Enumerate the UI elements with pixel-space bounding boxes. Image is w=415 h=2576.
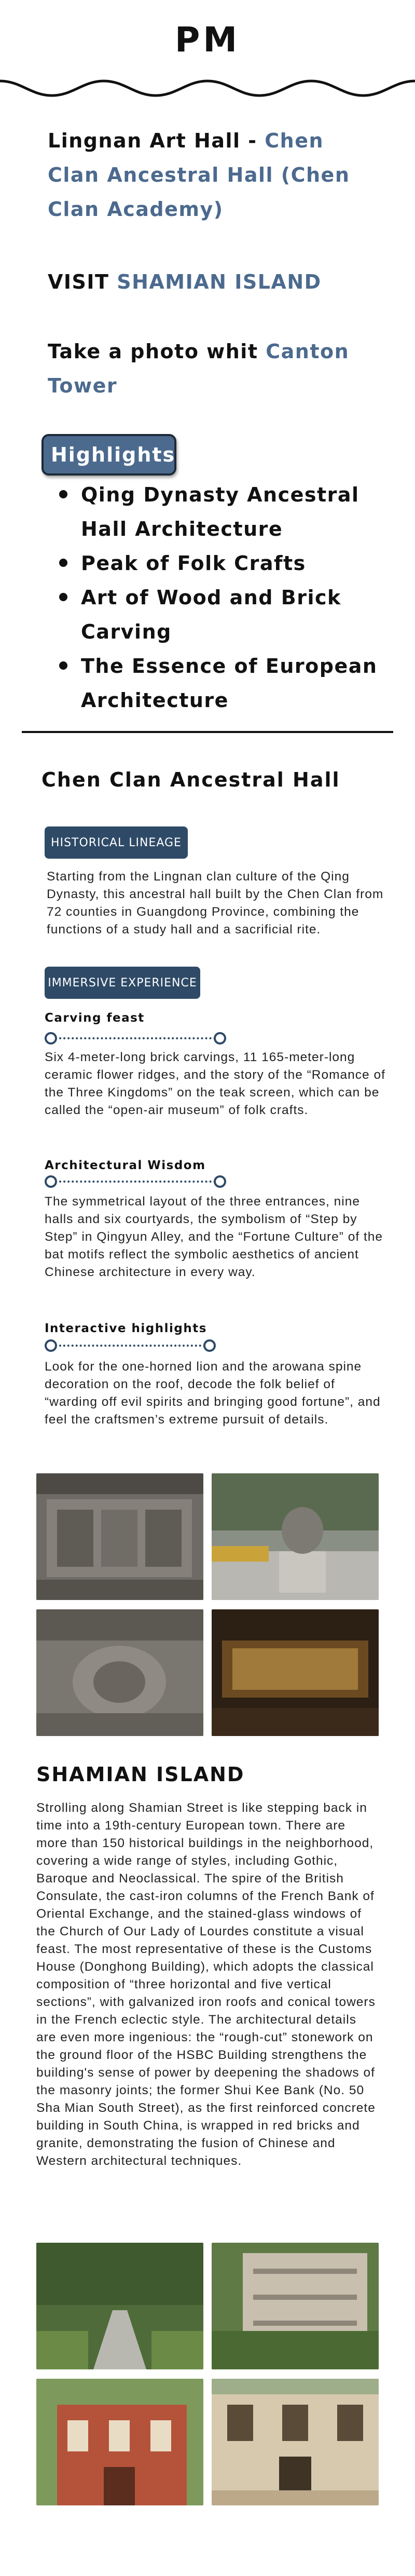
interactive-highlights-title: Interactive highlights bbox=[45, 1322, 207, 1335]
architectural-wisdom-title: Architectural Wisdom bbox=[45, 1159, 206, 1172]
shamian-title: SHAMIAN ISLAND bbox=[36, 1763, 245, 1786]
ring-icon bbox=[214, 1175, 226, 1188]
ring-icon bbox=[203, 1339, 216, 1352]
ring-icon bbox=[214, 1032, 226, 1045]
list-item bbox=[54, 546, 386, 580]
brick-carving-photo bbox=[36, 1473, 203, 1600]
bullet-dot-icon bbox=[59, 593, 67, 601]
intro-line1-accent: Chen Clan Ancestral Hall (Chen Clan Academy) bbox=[48, 129, 350, 221]
wave-divider-icon bbox=[0, 73, 415, 104]
tree-lined-street-photo bbox=[36, 2243, 203, 2369]
historical-lineage-text: Starting from the Lingnan clan culture of the Qing Dynasty, this ancestral hall built by the Chen Clan from 72 counties in Guangdong Province, combining the functions of a study hall and a sacrificial rite. bbox=[47, 870, 384, 937]
bullet-dot-icon bbox=[59, 490, 67, 498]
stone-facade-photo bbox=[212, 2379, 379, 2505]
dotted-connector bbox=[45, 1175, 226, 1188]
stone-lion-photo bbox=[212, 1473, 379, 1600]
highlight-text: Qing Dynasty Ancestral Hall Architecture bbox=[81, 483, 359, 540]
dotted-connector bbox=[45, 1339, 216, 1352]
highlights-list bbox=[54, 478, 386, 717]
page-title: PM bbox=[174, 20, 241, 60]
list-item bbox=[54, 478, 386, 546]
list-item bbox=[54, 649, 386, 717]
historical-lineage-tag: HISTORICAL LINEAGE bbox=[45, 826, 188, 859]
intro-line-shamian bbox=[48, 265, 369, 299]
intro-line2-accent: SHAMIAN ISLAND bbox=[117, 270, 322, 293]
intro-line2-prefix: VISIT bbox=[48, 270, 117, 293]
list-item bbox=[54, 580, 386, 649]
dotted-connector bbox=[45, 1032, 226, 1045]
section-divider bbox=[22, 731, 393, 733]
wooden-screen-photo bbox=[212, 1609, 379, 1736]
chen-clan-title: Chen Clan Ancestral Hall bbox=[42, 768, 340, 791]
immersive-experience-tag: IMMERSIVE EXPERIENCE bbox=[45, 967, 200, 999]
intro-line1-prefix: Lingnan Art Hall - bbox=[48, 129, 265, 152]
interactive-highlights-text: Look for the one-horned lion and the arowana spine decoration on the roof, decode the folk belief of “warding off evil spirits and bringing good fortune”, and feel the craftsmen’s extreme pursuit of details. bbox=[45, 1360, 381, 1427]
highlight-text: Peak of Folk Crafts bbox=[81, 552, 306, 575]
highlight-text: The Essence of European Architecture bbox=[81, 655, 378, 712]
bat-motif-carving-photo bbox=[36, 1609, 203, 1736]
red-brick-building-photo bbox=[36, 2379, 203, 2505]
intro-line3-prefix: Take a photo whit bbox=[48, 340, 266, 363]
colonial-building-photo bbox=[212, 2243, 379, 2369]
intro-line-canton-tower bbox=[48, 334, 369, 403]
intro-line-chen-clan bbox=[48, 124, 369, 226]
carving-feast-text: Six 4-meter-long brick carvings, 11 165-meter-long ceramic flower ridges, and the story of the “Romance of the Three Kingdoms” on the teak screen, which can be called the “open-air museum” of folk crafts. bbox=[45, 1050, 385, 1117]
highlight-text: Art of Wood and Brick Carving bbox=[81, 586, 341, 643]
bullet-dot-icon bbox=[59, 559, 67, 567]
shamian-text: Strolling along Shamian Street is like stepping back in time into a 19th-century European town. There are more than 150 historical buildings in the neighborhood, covering a wide range of styles, including Gothic, Baroque and Neoclassical. The spire of the British Consulate, the cast-iron columns of the French Bank of Oriental Exchange, and the stained-glass windows of the Church of Our Lady of Lourdes constitute a visual feast. The most representative of these is the Customs House (Donghong Building), which adopts the classical composition of “three horizontal and five vertical sections”, with galvanized iron roofs and conical towers in the French eclectic style. The architectural details are even more ingenious: the “rough-cut” stonework on the ground floor of the HSBC Building strengthens the building's sense of power by deepening the shadows of the masonry joints; the former Shui Kee Bank (No. 50 Sha Mian South Street), as the first reinforced concrete building in South China, is wrapped in red bricks and granite, demonstrating the fusion of Chinese and Western architectural techniques. bbox=[36, 1801, 376, 2168]
architectural-wisdom-text: The symmetrical layout of the three entrances, nine halls and six courtyards, the symbolism of “Step by Step” in Qingyun Alley, and the “Fortune Culture” of the bat motifs reflect the symbolic aesthetics of ancient Chinese architecture in every way. bbox=[45, 1195, 383, 1279]
highlights-badge: Highlights bbox=[42, 434, 176, 476]
carving-feast-title: Carving feast bbox=[45, 1011, 145, 1025]
intro-line3-accent: Canton Tower bbox=[48, 340, 350, 397]
bullet-dot-icon bbox=[59, 661, 67, 670]
